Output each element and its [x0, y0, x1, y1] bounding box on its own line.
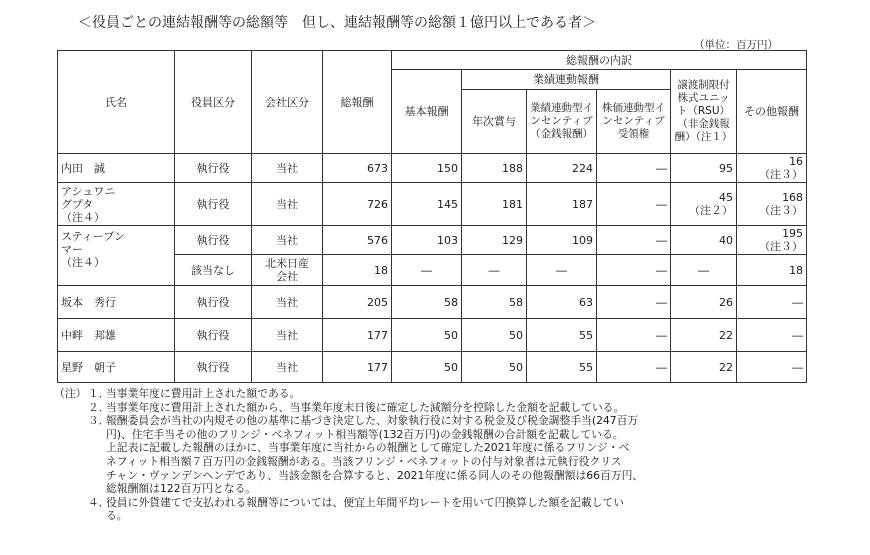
cell-company: 当社	[252, 154, 323, 183]
cell-rsu-note: （注２）	[689, 204, 733, 217]
cell-bonus: 188	[462, 154, 527, 183]
cell-perf: 187	[527, 183, 597, 226]
cell-rsu: ―	[671, 255, 737, 286]
cell-company: 当社	[252, 226, 323, 255]
cell-company: 当社	[252, 352, 323, 383]
cell-rsu: 40	[671, 226, 737, 255]
cell-name: 星野 朝子	[58, 352, 175, 383]
cell-base: 50	[392, 352, 462, 383]
header-total: 総報酬	[323, 51, 392, 154]
cell-name: 中畔 邦雄	[58, 319, 175, 352]
cell-other: 18	[737, 255, 807, 286]
cell-base: 103	[392, 226, 462, 255]
cell-base: 58	[392, 286, 462, 319]
cell-other-note: （注３）	[759, 204, 804, 217]
cell-total: 18	[323, 255, 392, 286]
cell-role: 該当なし	[175, 255, 252, 286]
cell-base: 150	[392, 154, 462, 183]
cell-role: 執行役	[175, 183, 252, 226]
cell-other-note: （注３）	[759, 168, 804, 181]
table-row	[58, 226, 807, 255]
cell-perf: 63	[527, 286, 597, 319]
footnotes	[54, 387, 814, 523]
table-row	[58, 319, 807, 352]
header-annual-bonus: 年次賞与	[462, 90, 527, 154]
cell-perf: 55	[527, 319, 597, 352]
cell-other	[737, 183, 807, 226]
cell-other: ―	[737, 319, 807, 352]
cell-role: 執行役	[175, 226, 252, 255]
footnote-3: ３． 報酬委員会が当社の内規その他の基準に基づき決定した、対象執行役に対する税金及び税金調整手当(247百万 円)、住宅手当その他のフリンジ・ベネフィット相当額等(132百万円)の金銭報酬の合計額を記載している。 上記表に記載した報酬のほかに、当事業年度に当社からの報酬として確定した2021年度に係るフリンジ・ベ ネフィット相当額７百万円の金銭報酬がある。当該フリンジ・ベネフィットの付与対象者は元執行役クリス チャン・ヴァンデンヘンデであり、当該金額を合算すると、2021年度に係る同人のその他報酬額は66百万円、 総報酬額は122百万円となる。	[88, 414, 644, 496]
cell-rsu: 26	[671, 286, 737, 319]
footnote-2: ２． 当事業年度に費用計上された額から、当事業年度末日後に確定した減額分を控除した金額を記載している。	[88, 400, 625, 414]
cell-total: 673	[323, 154, 392, 183]
cell-other-note: （注３）	[759, 240, 804, 253]
cell-role: 執行役	[175, 154, 252, 183]
cell-total: 726	[323, 183, 392, 226]
cell-other: ―	[737, 286, 807, 319]
footnote-1: （注） １． 当事業年度に費用計上された額である。	[54, 387, 301, 400]
cell-company: 北米日産 会社	[252, 255, 323, 286]
cell-rsu: 22	[671, 352, 737, 383]
cell-stock: ―	[597, 352, 671, 383]
cell-perf: 224	[527, 154, 597, 183]
cell-bonus: 50	[462, 352, 527, 383]
cell-rsu: 22	[671, 319, 737, 352]
cell-company: 当社	[252, 183, 323, 226]
compensation-table	[57, 50, 807, 383]
cell-name: スティーブン マー （注４）	[58, 226, 175, 286]
cell-role: 執行役	[175, 352, 252, 383]
cell-other-value: 16	[789, 155, 804, 168]
cell-perf: 109	[527, 226, 597, 255]
cell-other: ―	[737, 352, 807, 383]
cell-perf: ―	[527, 255, 597, 286]
cell-company: 当社	[252, 286, 323, 319]
cell-name: 坂本 秀行	[58, 286, 175, 319]
cell-bonus: 58	[462, 286, 527, 319]
cell-name: 内田 誠	[58, 154, 175, 183]
cell-bonus: 181	[462, 183, 527, 226]
cell-base: 50	[392, 319, 462, 352]
cell-bonus: 50	[462, 319, 527, 352]
cell-total: 576	[323, 226, 392, 255]
cell-other	[737, 154, 807, 183]
table-row	[58, 352, 807, 383]
cell-role: 執行役	[175, 286, 252, 319]
header-role: 役員区分	[175, 51, 252, 154]
footnote-4: ４． 役員に外貨建てで支払われる報酬等については、便宜上年間平均レートを用いて円換算した額を記載してい る。	[88, 495, 625, 523]
cell-total: 205	[323, 286, 392, 319]
cell-perf: 55	[527, 352, 597, 383]
table-row	[58, 183, 807, 226]
header-performance-group: 業績連動報酬	[462, 70, 671, 90]
table-row	[58, 154, 807, 183]
footnote-prefix: （注）	[54, 387, 87, 400]
page-title: ＜役員ごとの連結報酬等の総額等 但し、連結報酬等の総額１億円以上である者＞	[78, 15, 596, 31]
cell-total: 177	[323, 319, 392, 352]
cell-other-value: 195	[782, 227, 804, 240]
cell-stock: ―	[597, 183, 671, 226]
header-name: 氏名	[58, 51, 175, 154]
header-other: その他報酬	[737, 70, 807, 154]
header-performance-incentive: 業績連動型インセンティブ（金銭報酬）	[527, 90, 597, 154]
cell-bonus: ―	[462, 255, 527, 286]
cell-stock: ―	[597, 226, 671, 255]
cell-name: アシュワニ グプタ （注４）	[58, 183, 175, 226]
cell-role: 執行役	[175, 319, 252, 352]
cell-rsu: 95	[671, 154, 737, 183]
cell-stock: ―	[597, 319, 671, 352]
cell-bonus: 129	[462, 226, 527, 255]
cell-other-value: 168	[782, 191, 804, 204]
cell-rsu-value: 45	[719, 191, 733, 204]
cell-total: 177	[323, 352, 392, 383]
header-breakdown: 総報酬の内訳	[392, 51, 807, 70]
cell-base: 145	[392, 183, 462, 226]
cell-other	[737, 226, 807, 255]
cell-stock: ―	[597, 154, 671, 183]
header-company: 会社区分	[252, 51, 323, 154]
header-stock-incentive: 株価連動型インセンティブ受領権	[597, 90, 671, 154]
cell-stock: ―	[597, 286, 671, 319]
cell-base: ―	[392, 255, 462, 286]
table-row	[58, 286, 807, 319]
header-base: 基本報酬	[392, 70, 462, 154]
cell-company: 当社	[252, 319, 323, 352]
unit-label: （単位：百万円）	[694, 39, 778, 51]
cell-stock: ―	[597, 255, 671, 286]
header-rsu: 譲渡制限付株式ユニット（RSU）（非金銭報酬）（注１）	[671, 70, 737, 154]
cell-rsu	[671, 183, 737, 226]
